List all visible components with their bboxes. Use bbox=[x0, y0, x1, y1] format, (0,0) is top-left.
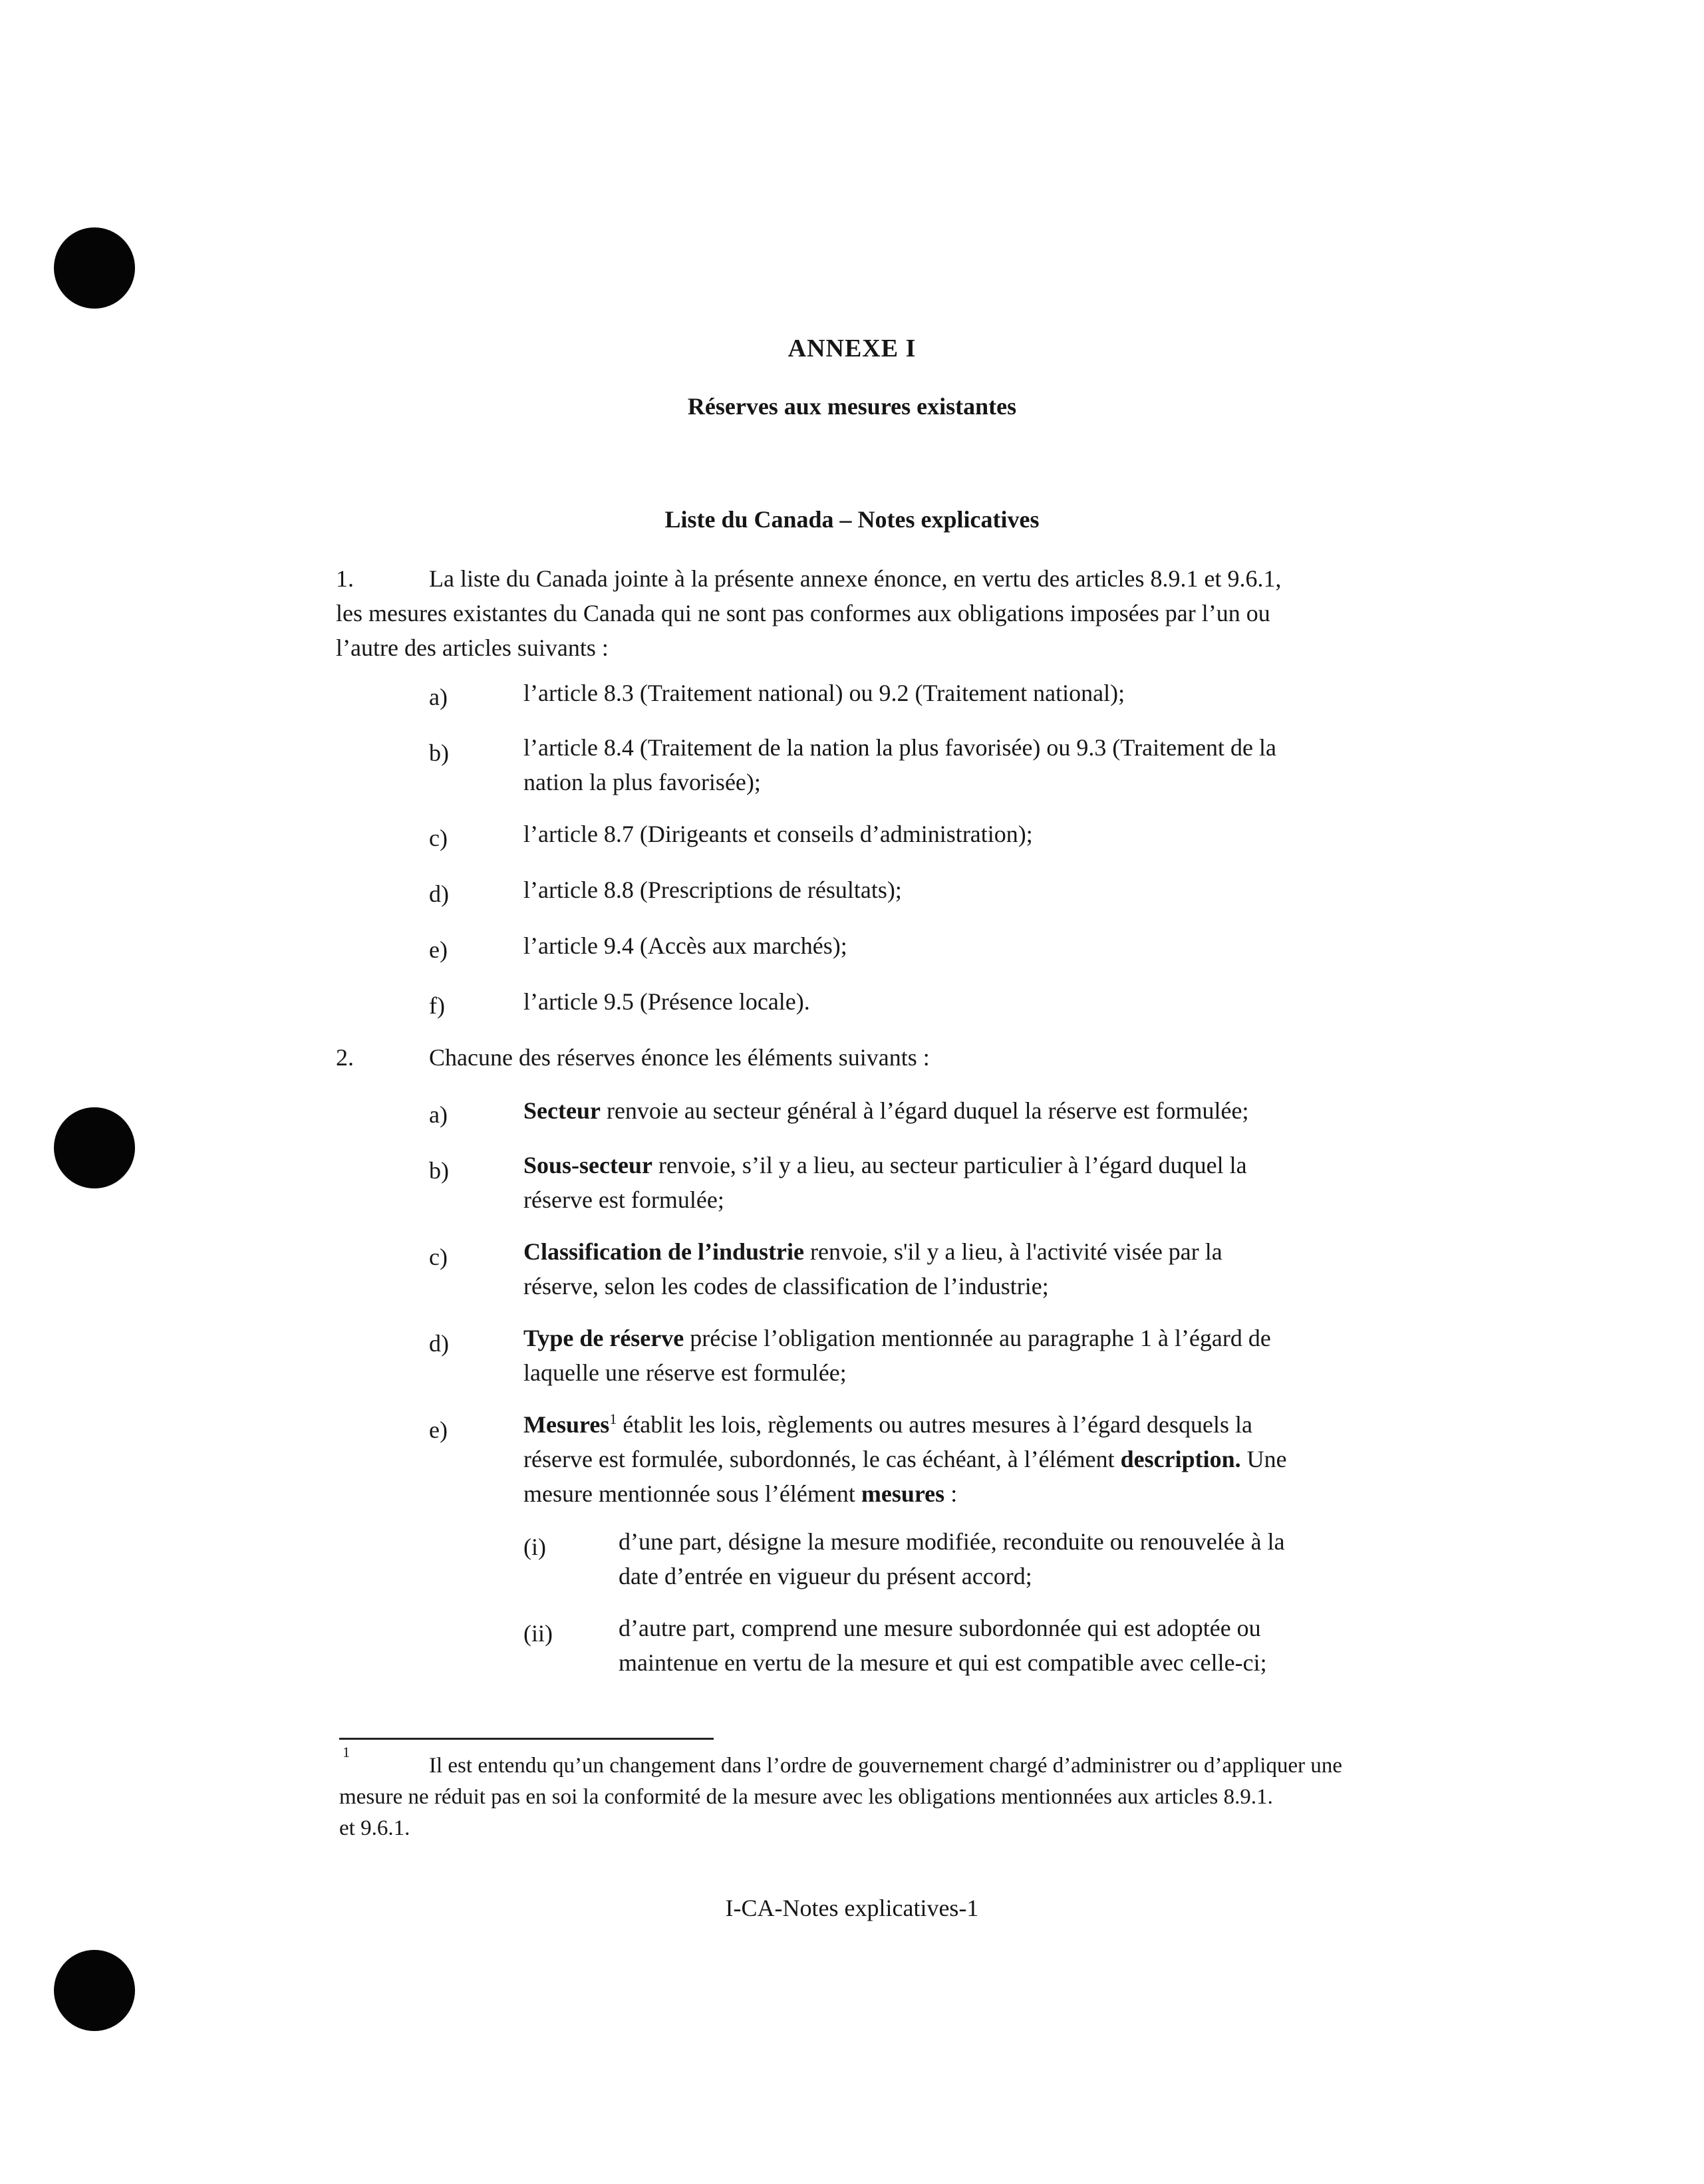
list-item-text: l’article 9.5 (Présence locale). bbox=[523, 988, 810, 1015]
list-item-text: l’article 8.3 (Traitement national) ou 9.2 (Traitement national); bbox=[523, 680, 1125, 706]
list-item-text: mesure mentionnée sous l’élément mesures : bbox=[523, 1480, 958, 1507]
paragraph-line: La liste du Canada jointe à la présente annexe énonce, en vertu des articles 8.9.1 et 9.6.1, bbox=[429, 565, 1282, 592]
list-item-text: nation la plus favorisée); bbox=[523, 769, 761, 795]
sub-item-text: date d’entrée en vigueur du présent accord; bbox=[619, 1563, 1032, 1589]
list-item-text: Secteur renvoie au secteur général à l’égard duquel la réserve est formulée; bbox=[523, 1097, 1249, 1124]
list-item-label: f) bbox=[429, 992, 445, 1019]
paragraph-number: 2. bbox=[336, 1044, 354, 1071]
footnote-line: mesure ne réduit pas en soi la conformité de la mesure avec les obligations mentionnées aux articles 8.9.1. bbox=[339, 1785, 1273, 1809]
section-title: Liste du Canada – Notes explicatives bbox=[664, 506, 1040, 533]
sub-item-label: (i) bbox=[523, 1534, 546, 1560]
list-item-text: l’article 8.8 (Prescriptions de résultats); bbox=[523, 877, 902, 903]
footnote-mark: 1 bbox=[343, 1744, 350, 1760]
list-item-label: c) bbox=[429, 1244, 448, 1270]
list-item-label: c) bbox=[429, 825, 448, 851]
element-term: Type de réserve bbox=[523, 1325, 684, 1351]
punch-hole bbox=[54, 1107, 135, 1188]
list-item-text: réserve est formulée; bbox=[523, 1186, 724, 1213]
sub-item-text: maintenue en vertu de la mesure et qui est compatible avec celle-ci; bbox=[619, 1649, 1267, 1676]
footnote-line: Il est entendu qu’un changement dans l’ordre de gouvernement chargé d’administrer ou d’appliquer une bbox=[429, 1754, 1342, 1778]
list-item-label: d) bbox=[429, 881, 449, 907]
sub-item-label: (ii) bbox=[523, 1620, 553, 1647]
footnote-separator bbox=[339, 1738, 714, 1740]
list-item-label: b) bbox=[429, 740, 449, 766]
list-item-text: l’article 8.4 (Traitement de la nation la plus favorisée) ou 9.3 (Traitement de la bbox=[523, 734, 1277, 761]
annex-title: ANNEXE I bbox=[787, 335, 917, 362]
list-item-label: b) bbox=[429, 1157, 449, 1184]
list-item-text: réserve, selon les codes de classification de l’industrie; bbox=[523, 1273, 1049, 1299]
paragraph-line: Chacune des réserves énonce les éléments suivants : bbox=[429, 1044, 930, 1071]
list-item-text: réserve est formulée, subordonnés, le cas échéant, à l’élément description. Une bbox=[523, 1446, 1287, 1472]
list-item-label: a) bbox=[429, 684, 448, 710]
sub-item-text: d’une part, désigne la mesure modifiée, reconduite ou renouvelée à la bbox=[619, 1528, 1285, 1555]
list-item-label: e) bbox=[429, 936, 448, 963]
element-term: Classification de l’industrie bbox=[523, 1238, 805, 1265]
element-term: Sous-secteur bbox=[523, 1152, 652, 1178]
punch-hole bbox=[54, 1950, 135, 2031]
list-item-text: laquelle une réserve est formulée; bbox=[523, 1359, 847, 1386]
punch-hole bbox=[54, 227, 135, 309]
footnote-reference: 1 bbox=[609, 1411, 617, 1427]
annex-subtitle: Réserves aux mesures existantes bbox=[687, 393, 1017, 420]
footnote-line: et 9.6.1. bbox=[339, 1816, 410, 1840]
list-item-text: Type de réserve précise l’obligation mentionnée au paragraphe 1 à l’égard de bbox=[523, 1325, 1271, 1351]
list-item-text: l’article 8.7 (Dirigeants et conseils d’administration); bbox=[523, 821, 1033, 847]
paragraph-line: les mesures existantes du Canada qui ne sont pas conformes aux obligations imposées par l’un ou bbox=[336, 600, 1270, 626]
list-item-text: l’article 9.4 (Accès aux marchés); bbox=[523, 932, 847, 959]
element-term: Secteur bbox=[523, 1097, 601, 1124]
page-footer: I-CA-Notes explicatives-1 bbox=[725, 1895, 979, 1921]
element-term: Mesures bbox=[523, 1411, 610, 1438]
list-item-text: Sous-secteur renvoie, s’il y a lieu, au secteur particulier à l’égard duquel la bbox=[523, 1152, 1247, 1178]
list-item-text: Classification de l’industrie renvoie, s'il y a lieu, à l'activité visée par la bbox=[523, 1238, 1222, 1265]
sub-item-text: d’autre part, comprend une mesure subordonnée qui est adoptée ou bbox=[619, 1615, 1261, 1641]
paragraph-line: l’autre des articles suivants : bbox=[336, 634, 609, 661]
list-item-text: Mesures$^1$ établit les lois, règlements ou autres mesures à l’égard desquels la bbox=[523, 1411, 1253, 1438]
paragraph-number: 1. bbox=[336, 565, 354, 592]
list-item-label: a) bbox=[429, 1101, 448, 1128]
list-item-label: d) bbox=[429, 1330, 449, 1357]
list-item-label: e) bbox=[429, 1417, 448, 1443]
